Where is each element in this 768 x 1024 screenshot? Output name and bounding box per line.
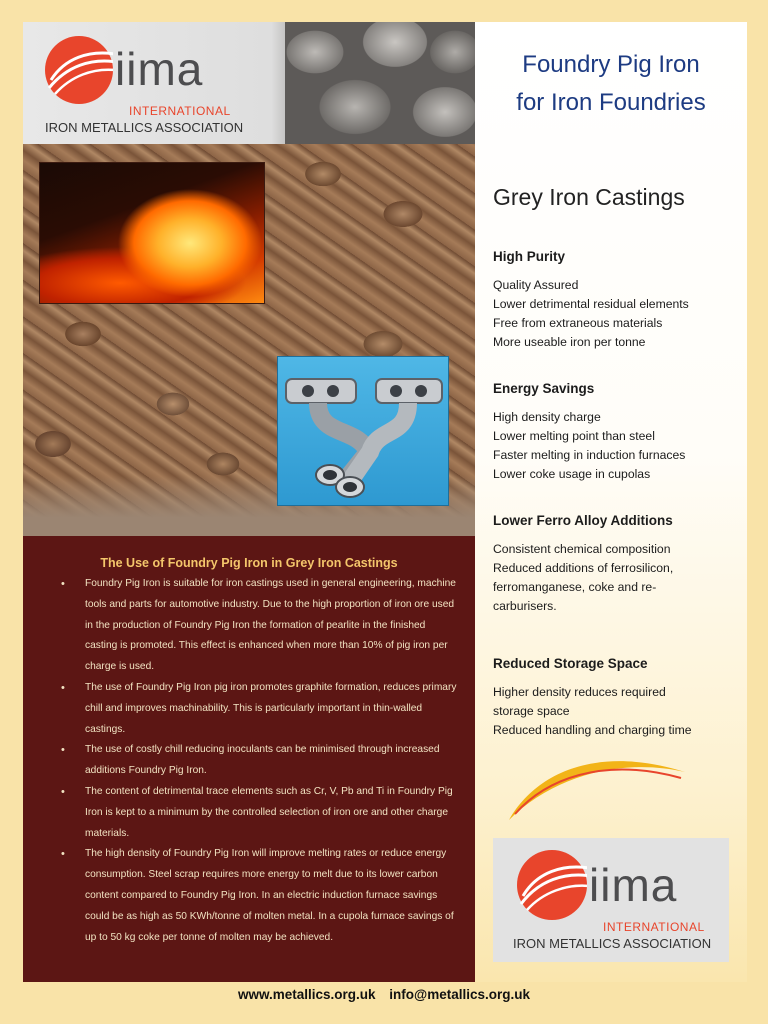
feature-line: Higher density reduces required [493, 685, 666, 699]
usage-bullet: • Foundry Pig Iron is suitable for iron castings used in general engineering, machine tools and parts for automotive industry. Due to the high proportion of iron ore used in the production of Foundry Pig Iron the formation of pearlite in the finished casting is promoted. This effect is enhanced when more than 10% of pig iron per charge is used. [61, 574, 459, 678]
iima-logo-bottom-box [493, 838, 729, 962]
feature-high-purity [493, 249, 743, 352]
logo-tagline-international: INTERNATIONAL [129, 104, 231, 118]
feature-line: Free from extraneous materials [493, 316, 663, 330]
logo-brand-text: iima [589, 859, 678, 911]
feature-heading: Energy Savings [493, 381, 595, 396]
pig-iron-closeup-image [285, 22, 475, 144]
iima-logo-top [45, 34, 265, 134]
feature-ferro-alloy [493, 513, 743, 616]
header-logo-panel [23, 22, 475, 144]
swoosh-decoration [505, 744, 695, 824]
iima-logo-bottom [513, 850, 723, 954]
usage-text-panel [23, 536, 475, 982]
feature-line: Consistent chemical composition [493, 542, 671, 556]
feature-line: Faster melting in induction furnaces [493, 448, 686, 462]
footer-contact [0, 987, 768, 1002]
iima-logo-icon [517, 850, 587, 920]
feature-heading: Reduced Storage Space [493, 656, 648, 671]
feature-heading: Lower Ferro Alloy Additions [493, 513, 673, 528]
footer-email-link[interactable]: info@metallics.org.uk [389, 987, 530, 1002]
feature-line: High density charge [493, 410, 601, 424]
feature-heading: High Purity [493, 249, 566, 264]
logo-tagline-association: IRON METALLICS ASSOCIATION [45, 120, 244, 135]
exhaust-manifold-image [277, 356, 449, 506]
right-column [475, 22, 747, 982]
usage-bullet: • The content of detrimental trace elements such as Cr, V, Pb and Ti in Foundry Pig Iron is kept to a minimum by the controlled selection of iron ore and other charge materials. [61, 782, 459, 844]
page-title [475, 46, 747, 122]
usage-bullet: • The high density of Foundry Pig Iron will improve melting rates or reduce energy consumption. Steel scrap requires more energy to melt due to its lower carbon content compared to Foundry Pig Iron. In an electric induction furnace savings could be as high as 50 KWh/tonne of molten metal. In a cupola furnace savings of up to 50 kg coke per tonne of molten may be achieved. [61, 844, 459, 948]
logo-brand-text: iima [115, 43, 204, 95]
logo-tagline-international: INTERNATIONAL [603, 920, 705, 934]
page-title-line1: Foundry Pig Iron [522, 51, 700, 78]
logo-tagline-association: IRON METALLICS ASSOCIATION [513, 936, 712, 951]
feature-line: Reduced handling and charging time [493, 723, 692, 737]
page-title-line2: for Iron Foundries [516, 89, 706, 116]
usage-bullet: • The use of Foundry Pig Iron pig iron promotes graphite formation, reduces primary chill and improves machinability. This is particularly important in thin-walled castings. [61, 678, 459, 740]
molten-iron-image [39, 162, 265, 304]
left-column [23, 22, 475, 982]
feature-line: Lower detrimental residual elements [493, 297, 689, 311]
feature-line: carburisers. [493, 599, 557, 613]
section-title: Grey Iron Castings [493, 184, 685, 210]
feature-line: Lower coke usage in cupolas [493, 467, 651, 481]
usage-bullet: • The use of costly chill reducing inoculants can be minimised through increased additions Foundry Pig Iron. [61, 740, 459, 782]
feature-line: Reduced additions of ferrosilicon, [493, 561, 674, 575]
feature-line: More useable iron per tonne [493, 335, 646, 349]
feature-line: ferromanganese, coke and re- [493, 580, 657, 594]
feature-line: Quality Assured [493, 278, 579, 292]
feature-line: storage space [493, 704, 570, 718]
feature-storage-space [493, 656, 743, 740]
pig-iron-pile-image [23, 144, 475, 536]
feature-energy-savings [493, 381, 743, 484]
iima-logo-icon [45, 36, 113, 104]
footer-website-link[interactable]: www.metallics.org.uk [237, 987, 376, 1002]
feature-line: Lower melting point than steel [493, 429, 655, 443]
usage-bullet-list [61, 574, 459, 948]
usage-heading: The Use of Foundry Pig Iron in Grey Iron Castings [100, 556, 398, 570]
